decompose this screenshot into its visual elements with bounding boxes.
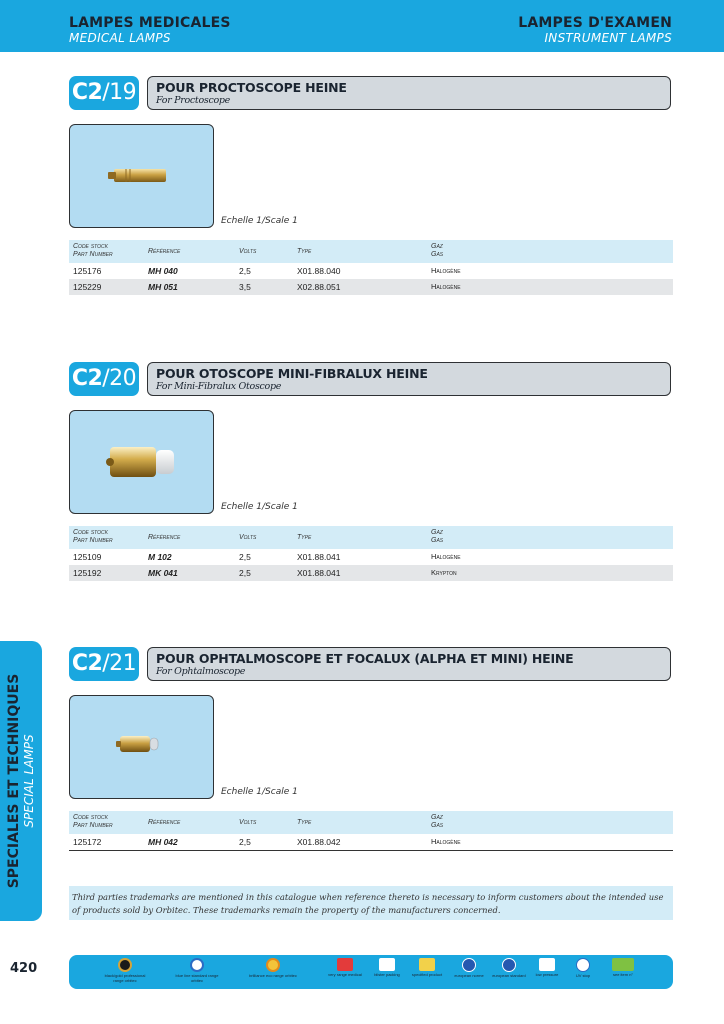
col-gas: Gaz Gas [431,529,444,544]
cell-gas: Halogène [431,552,461,561]
section-code-badge: C2/21 [69,647,139,681]
legend-item: UV stop [557,958,609,979]
trademark-disclaimer [69,886,673,920]
cell-gas: Halogène [431,837,461,846]
ah-badge-icon [612,958,634,971]
cell-volts: 3,5 [239,282,251,292]
side-tab-title: SPECIALES ET TECHNIQUES [6,673,22,889]
legend-item: european norme [443,958,495,979]
blister-icon [379,958,395,971]
col-reference: Référence [148,248,181,255]
section-title: POUR OPHTALMOSCOPE ET FOCALUX (ALPHA ET MINI) HEINE [156,651,574,666]
col-reference: Référence [148,819,181,826]
side-tab-subtitle: SPECIAL LAMPS [22,734,36,828]
table-header [69,526,673,549]
col-reference: Référence [148,534,181,541]
specified-product-icon [419,958,435,971]
legend-item: low pressure [521,958,573,978]
col-volts: Volts [239,248,257,255]
cell-code: 125192 [73,568,102,578]
cell-reference: MH 040 [148,266,178,276]
table-header [69,240,673,263]
table-header [69,811,673,834]
cell-type: X01.88.042 [297,837,341,847]
uv-stop-icon [576,958,590,972]
cell-type: X01.88.041 [297,552,341,562]
col-code-stock: Code stock Part Number [73,814,113,829]
cell-volts: 2,5 [239,266,251,276]
col-gas: Gaz Gas [431,243,444,258]
col-volts: Volts [239,534,257,541]
header-left-subtitle: MEDICAL LAMPS [69,31,171,45]
table-row [69,549,673,565]
cell-type: X01.88.040 [297,266,341,276]
section-code-badge: C2/19 [69,76,139,110]
cell-gas: Halogène [431,282,461,291]
product-image [69,695,214,799]
section-subtitle: For Mini-Fibralux Otoscope [156,381,282,392]
footer-legend-bar [69,955,673,989]
cell-type: X02.88.051 [297,282,341,292]
ophtalmoscope-lamp-icon [70,696,213,798]
col-type: Type [297,819,312,826]
legend-item: very range medical [319,958,371,978]
legend-item: european standard [483,958,535,979]
section-subtitle: For Ophtalmoscope [156,666,246,677]
very-range-icon [337,958,353,971]
col-code-stock: Code stock Part Number [73,529,113,544]
header-bar [0,0,724,52]
product-image [69,124,214,228]
otoscope-lamp-icon [70,411,213,513]
blue-line-icon [190,958,204,972]
section-title-box [147,362,671,396]
brilliance-icon [266,958,280,972]
header-right-title: LAMPES D'EXAMEN [518,15,672,31]
cell-reference: MH 051 [148,282,178,292]
legend-item: specified product [401,958,453,978]
section-code-badge: C2/20 [69,362,139,396]
page-number: 420 [10,961,38,976]
header-left-title: LAMPES MEDICALES [69,15,231,31]
disclaimer-text: Third parties trademarks are mentioned in this catalogue when reference thereto is necessary to inform customers about the intended use of products sold by Orbitec. These trademarks remain the property of the manufacturers concerned. [72,892,664,915]
legend-item: see item n° [597,958,649,978]
side-tab-text [6,674,36,889]
section-title-box [147,76,671,110]
section-title-box [147,647,671,681]
header-right [518,15,672,45]
cell-reference: MK 041 [148,568,178,578]
proctoscope-lamp-icon [70,125,213,227]
product-table [69,526,673,581]
header-right-subtitle: INSTRUMENT LAMPS [544,31,672,45]
scale-label: Echelle 1/Scale 1 [221,502,298,512]
cell-code: 125229 [73,282,102,292]
legend-item: blister packing [361,958,413,978]
legend-item: brilliance eco range orbitec [247,958,299,979]
european-norm-icon [462,958,476,972]
cell-gas: Halogène [431,266,461,275]
cell-volts: 2,5 [239,552,251,562]
header-left [69,15,231,45]
col-type: Type [297,534,312,541]
table-row [69,834,673,851]
product-table [69,811,673,851]
col-volts: Volts [239,819,257,826]
legend-item: blue line standard range orbitec [171,958,223,983]
scale-label: Echelle 1/Scale 1 [221,787,298,797]
side-category-tab [0,641,42,921]
col-type: Type [297,248,312,255]
product-image [69,410,214,514]
cell-type: X01.88.041 [297,568,341,578]
cell-gas: Krypton [431,568,457,577]
cell-reference: MH 042 [148,837,178,847]
low-pressure-icon [539,958,555,971]
product-table [69,240,673,295]
table-row [69,279,673,295]
cell-code: 125109 [73,552,102,562]
col-gas: Gaz Gas [431,814,444,829]
col-code-stock: Code stock Part Number [73,243,113,258]
cell-code: 125172 [73,837,102,847]
european-standard-icon [502,958,516,972]
section-title: POUR OTOSCOPE MINI-FIBRALUX HEINE [156,366,428,381]
section-subtitle: For Proctoscope [156,95,230,106]
table-row [69,565,673,581]
cell-volts: 2,5 [239,568,251,578]
cell-code: 125176 [73,266,102,276]
scale-label: Echelle 1/Scale 1 [221,216,298,226]
table-row [69,263,673,279]
legend-item: black/gold professional range orbitec [99,958,151,983]
section-title: POUR PROCTOSCOPE HEINE [156,80,347,95]
cell-volts: 2,5 [239,837,251,847]
black-gold-icon [118,958,132,972]
cell-reference: M 102 [148,552,172,562]
